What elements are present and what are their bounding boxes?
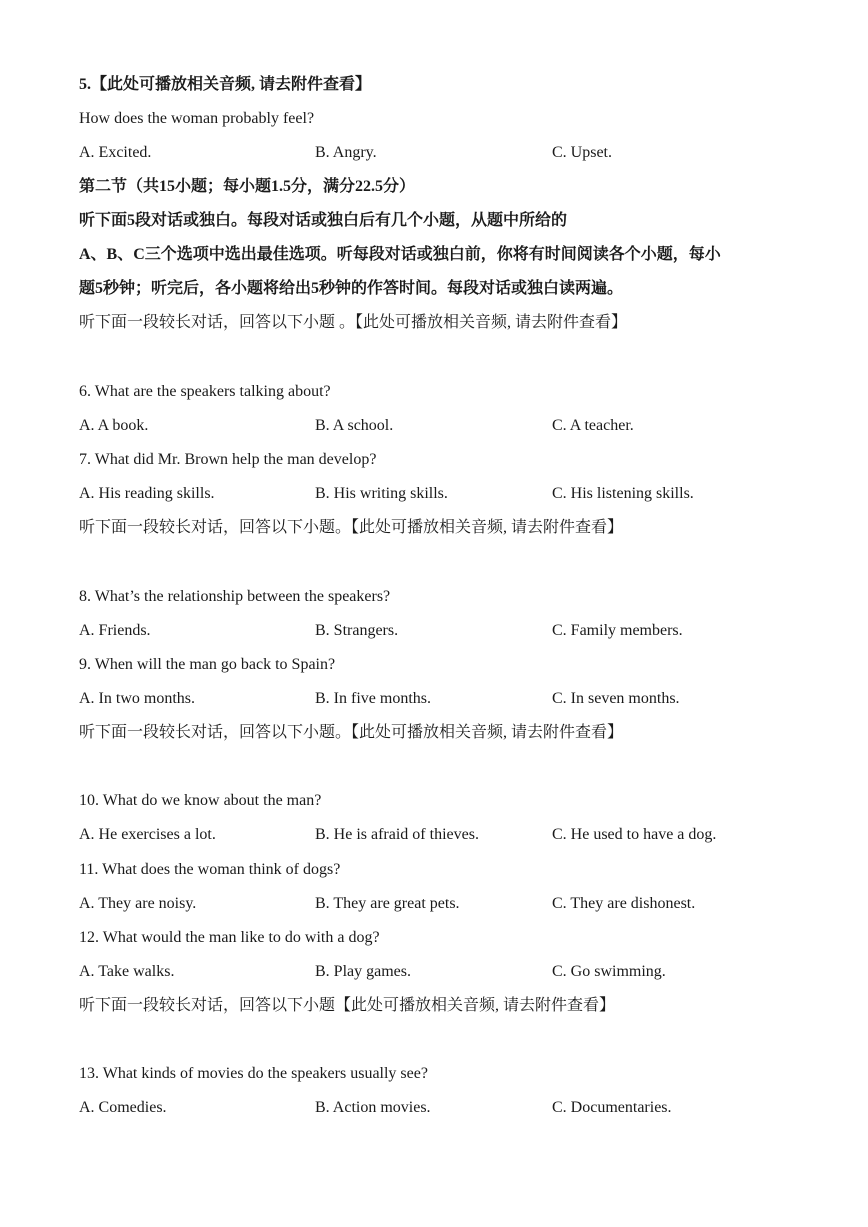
section-instruction-line: 题5秒钟；听完后，各小题将给出5秒钟的作答时间。每段对话或独白读两遍。: [79, 280, 624, 297]
q6-question: 6. What are the speakers talking about?: [79, 383, 331, 400]
q6-option-b: B. A school.: [315, 417, 394, 434]
q10-option-a: A. He exercises a lot.: [79, 826, 216, 843]
q9-option-b: B. In five months.: [315, 690, 431, 707]
q5-header: 5.【此处可播放相关音频, 请去附件查看】: [79, 76, 372, 93]
group-intro: 听下面一段较长对话，回答以下小题。【此处可播放相关音频, 请去附件查看】: [79, 724, 624, 741]
q9-option-c: C. In seven months.: [552, 690, 680, 707]
group-intro: 听下面一段较长对话，回答以下小题 。【此处可播放相关音频, 请去附件查看】: [79, 314, 628, 331]
group-intro: 听下面一段较长对话，回答以下小题【此处可播放相关音频, 请去附件查看】: [79, 997, 616, 1014]
q9-option-a: A. In two months.: [79, 690, 195, 707]
q11-option-c: C. They are dishonest.: [552, 895, 696, 912]
section-instruction-line: A、B、C三个选项中选出最佳选项。听每段对话或独白前，你将有时间阅读各个小题，每小: [79, 246, 721, 263]
group-intro: 听下面一段较长对话，回答以下小题。【此处可播放相关音频, 请去附件查看】: [79, 519, 624, 536]
section-instruction-line: 听下面5段对话或独白。每段对话或独白后有几个小题，从题中所给的: [79, 212, 568, 229]
q12-option-b: B. Play games.: [315, 963, 411, 980]
q11-option-a: A. They are noisy.: [79, 895, 197, 912]
q8-option-b: B. Strangers.: [315, 622, 399, 639]
q11-option-b: B. They are great pets.: [315, 895, 460, 912]
q13-option-c: C. Documentaries.: [552, 1099, 672, 1116]
q8-option-a: A. Friends.: [79, 622, 151, 639]
q10-option-b: B. He is afraid of thieves.: [315, 826, 479, 843]
q7-option-a: A. His reading skills.: [79, 485, 215, 502]
q5-option-c: C. Upset.: [552, 144, 612, 161]
q5-option-b: B. Angry.: [315, 144, 377, 161]
q5-question: How does the woman probably feel?: [79, 110, 315, 127]
q12-question: 12. What would the man like to do with a dog?: [79, 929, 380, 946]
q13-option-a: A. Comedies.: [79, 1099, 167, 1116]
q7-question: 7. What did Mr. Brown help the man develop?: [79, 451, 377, 468]
q6-option-a: A. A book.: [79, 417, 149, 434]
q12-option-a: A. Take walks.: [79, 963, 175, 980]
q13-question: 13. What kinds of movies do the speakers usually see?: [79, 1065, 428, 1082]
q12-option-c: C. Go swimming.: [552, 963, 666, 980]
q8-question: 8. What’s the relationship between the speakers?: [79, 588, 391, 605]
q8-option-c: C. Family members.: [552, 622, 683, 639]
q10-question: 10. What do we know about the man?: [79, 792, 322, 809]
q5-option-a: A. Excited.: [79, 144, 152, 161]
q11-question: 11. What does the woman think of dogs?: [79, 861, 341, 878]
q7-option-b: B. His writing skills.: [315, 485, 448, 502]
q9-question: 9. When will the man go back to Spain?: [79, 656, 336, 673]
section-title: 第二节（共15小题；每小题1.5分，满分22.5分）: [79, 178, 416, 195]
q13-option-b: B. Action movies.: [315, 1099, 431, 1116]
q10-option-c: C. He used to have a dog.: [552, 826, 717, 843]
q7-option-c: C. His listening skills.: [552, 485, 694, 502]
q6-option-c: C. A teacher.: [552, 417, 634, 434]
